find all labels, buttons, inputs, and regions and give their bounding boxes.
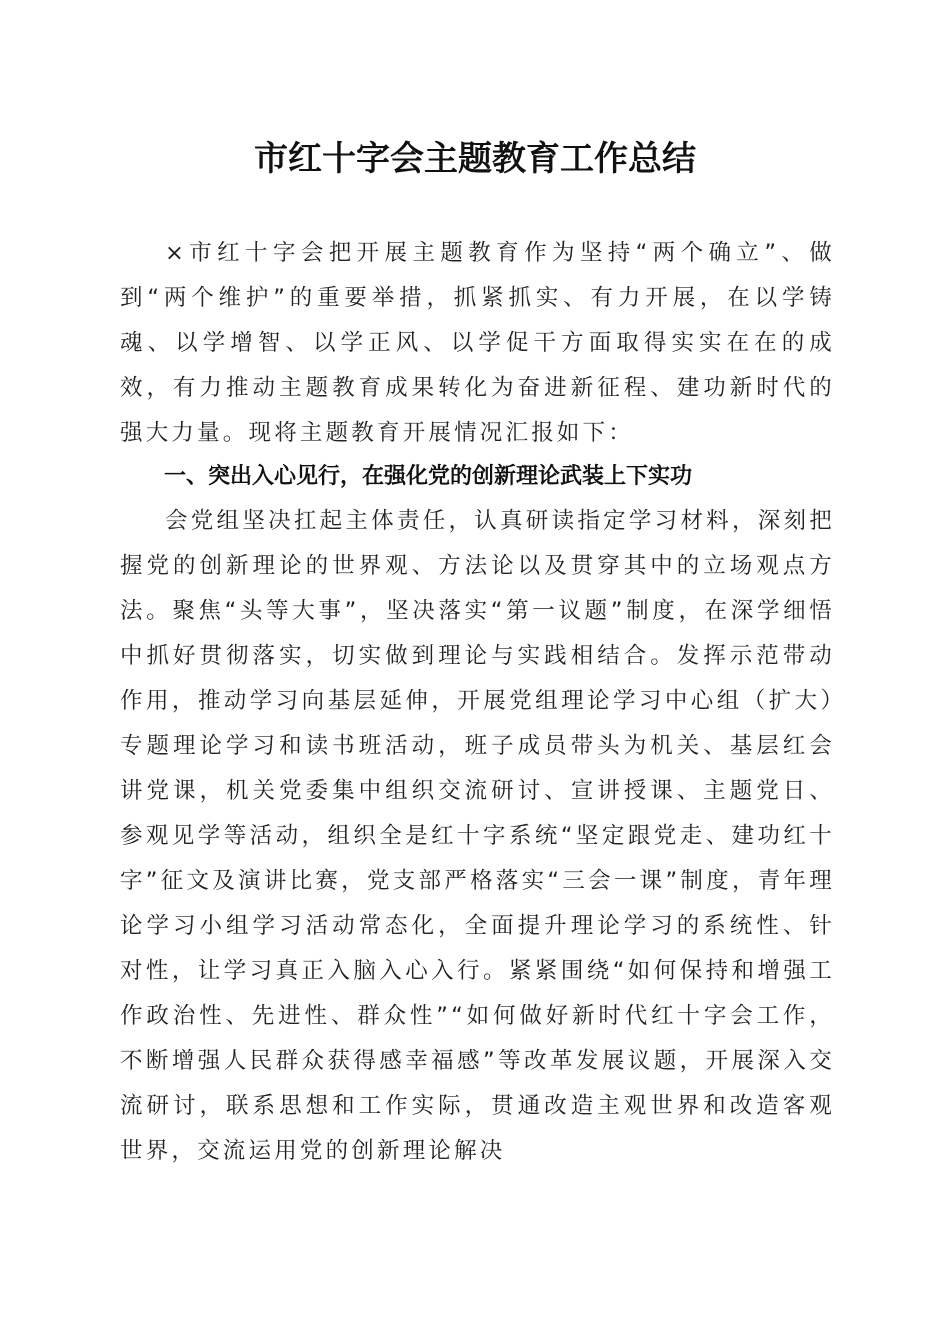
section-1-paragraph: 会党组坚决扛起主体责任，认真研读指定学习材料，深刻把握党的创新理论的世界观、方法论以及贯穿其中的立场观点方法。聚焦“头等大事”，坚决落实“第一议题”制度，在深学细悟中抓好贯彻落实，切实做到理论与实践相结合。发挥示范带动作用，推动学习向基层延伸，开展党组理论学习中心组（扩大）专题理论学习和读书班活动，班子成员带头为机关、基层红会讲党课，机关党委集中组织交流研讨、宣讲授课、主题党日、参观见学等活动，组织全是红十字系统“坚定跟党走、建功红十字”征文及演讲比赛，党支部严格落实“三会一课”制度，青年理论学习小组学习活动常态化，全面提升理论学习的系统性、针对性，让学习真正入脑入心入行。紧紧围绕“如何保持和增强工作政治性、先进性、群众性”“如何做好新时代红十字会工作，不断增强人民群众获得感幸福感”等改革发展议题，开展深入交流研讨，联系思想和工作实际，贯通改造主观世界和改造客观世界，交流运用党的创新理论解决 [120, 508, 835, 1164]
document-title: 市红十字会主题教育工作总结 [254, 139, 696, 179]
section-1-heading: 一、突出入心见行，在强化党的创新理论武装上下实功 [164, 464, 693, 489]
intro-paragraph: ×市红十字会把开展主题教育作为坚持“两个确立”、做到“两个维护”的重要举措，抓紧抓实、有力开展，在以学铸魂、以学增智、以学正风、以学促干方面取得实实在在的成效，有力推动主题教育成果转化为奋进新征程、建功新时代的强大力量。现将主题教育开展情况汇报如下： [120, 240, 835, 446]
